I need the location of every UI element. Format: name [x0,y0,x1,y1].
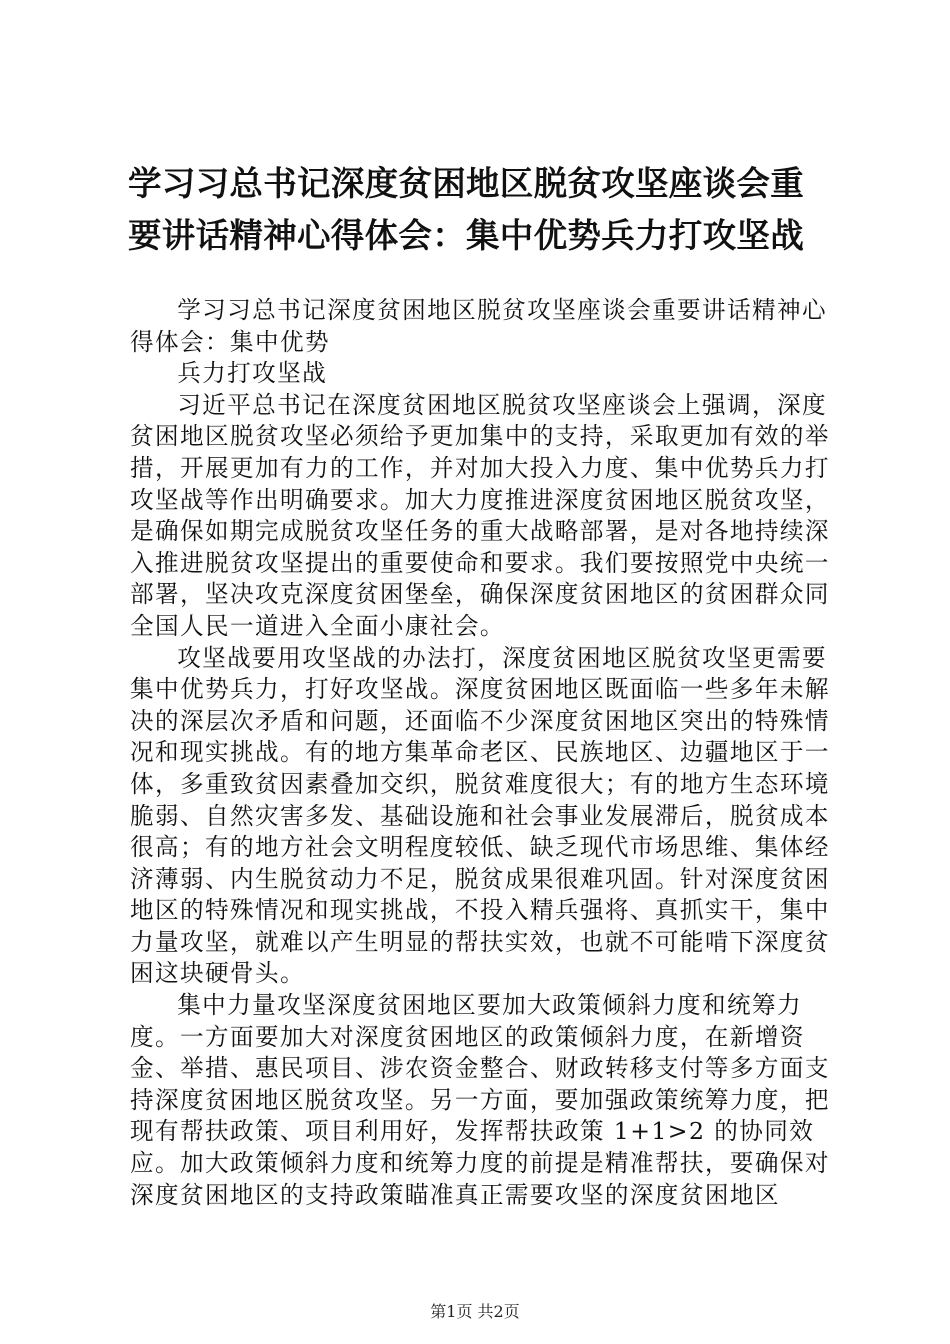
paragraph-1: 习近平总书记在深度贫困地区脱贫攻坚座谈会上强调，深度贫困地区脱贫攻坚必须给予更加集中的支持，采取更加有效的举措，开展更加有力的工作，并对加大投入力度、集中优势兵力打攻坚战等作出明确要求。加大力度推进深度贫困地区脱贫攻坚，是确保如期完成脱贫攻坚任务的重大战略部署，是对各地持续深入推进脱贫攻坚提出的重要使命和要求。我们要按照党中央统一部署，坚决攻克深度贫困堡垒，确保深度贫困地区的贫困群众同全国人民一道进入全面小康社会。 [130,390,830,640]
document-title: 学习习总书记深度贫困地区脱贫攻坚座谈会重要讲话精神心得体会：集中优势兵力打攻坚战 [128,164,804,255]
page-number-footer: 第1页 共2页 [430,1302,520,1321]
document-body [130,295,832,1211]
subtitle-line-2: 兵力打攻坚战 [177,359,328,388]
paragraph-2: 攻坚战要用攻坚战的办法打，深度贫困地区脱贫攻坚更需要集中优势兵力，打好攻坚战。深度贫困地区既面临一些多年未解决的深层次矛盾和问题，还面临不少深度贫困地区突出的特殊情况和现实挑战。有的地方集革命老区、民族地区、边疆地区于一体，多重致贫因素叠加交织，脱贫难度很大；有的地方生态环境脆弱、自然灾害多发、基础设施和社会事业发展滞后，脱贫成本很高；有的地方社会文明程度较低、缺乏现代市场思维、集体经济薄弱、内生脱贫动力不足，脱贫成果很难巩固。针对深度贫困地区的特殊情况和现实挑战，不投入精兵强将、真抓实干，集中力量攻坚，就难以产生明显的帮扶实效，也就不可能啃下深度贫困这块硬骨头。 [130,643,830,988]
paragraph-3: 集中力量攻坚深度贫困地区要加大政策倾斜力度和统筹力度。一方面要加大对深度贫困地区的政策倾斜力度，在新增资金、举措、惠民项目、涉农资金整合、财政转移支付等多方面支持深度贫困地区脱贫攻坚。另一方面，要加强政策统筹力度，把现有帮扶政策、项目利用好，发挥帮扶政策 1+1>2 的协同效应。加大政策倾斜力度和统筹力度的前提是精准帮扶，要确保对深度贫困地区的支持政策瞄准真正需要攻坚的深度贫困地区 [130,991,830,1209]
subtitle-line-1: 学习习总书记深度贫困地区脱贫攻坚座谈会重要讲话精神心得体会：集中优势 [130,296,828,356]
